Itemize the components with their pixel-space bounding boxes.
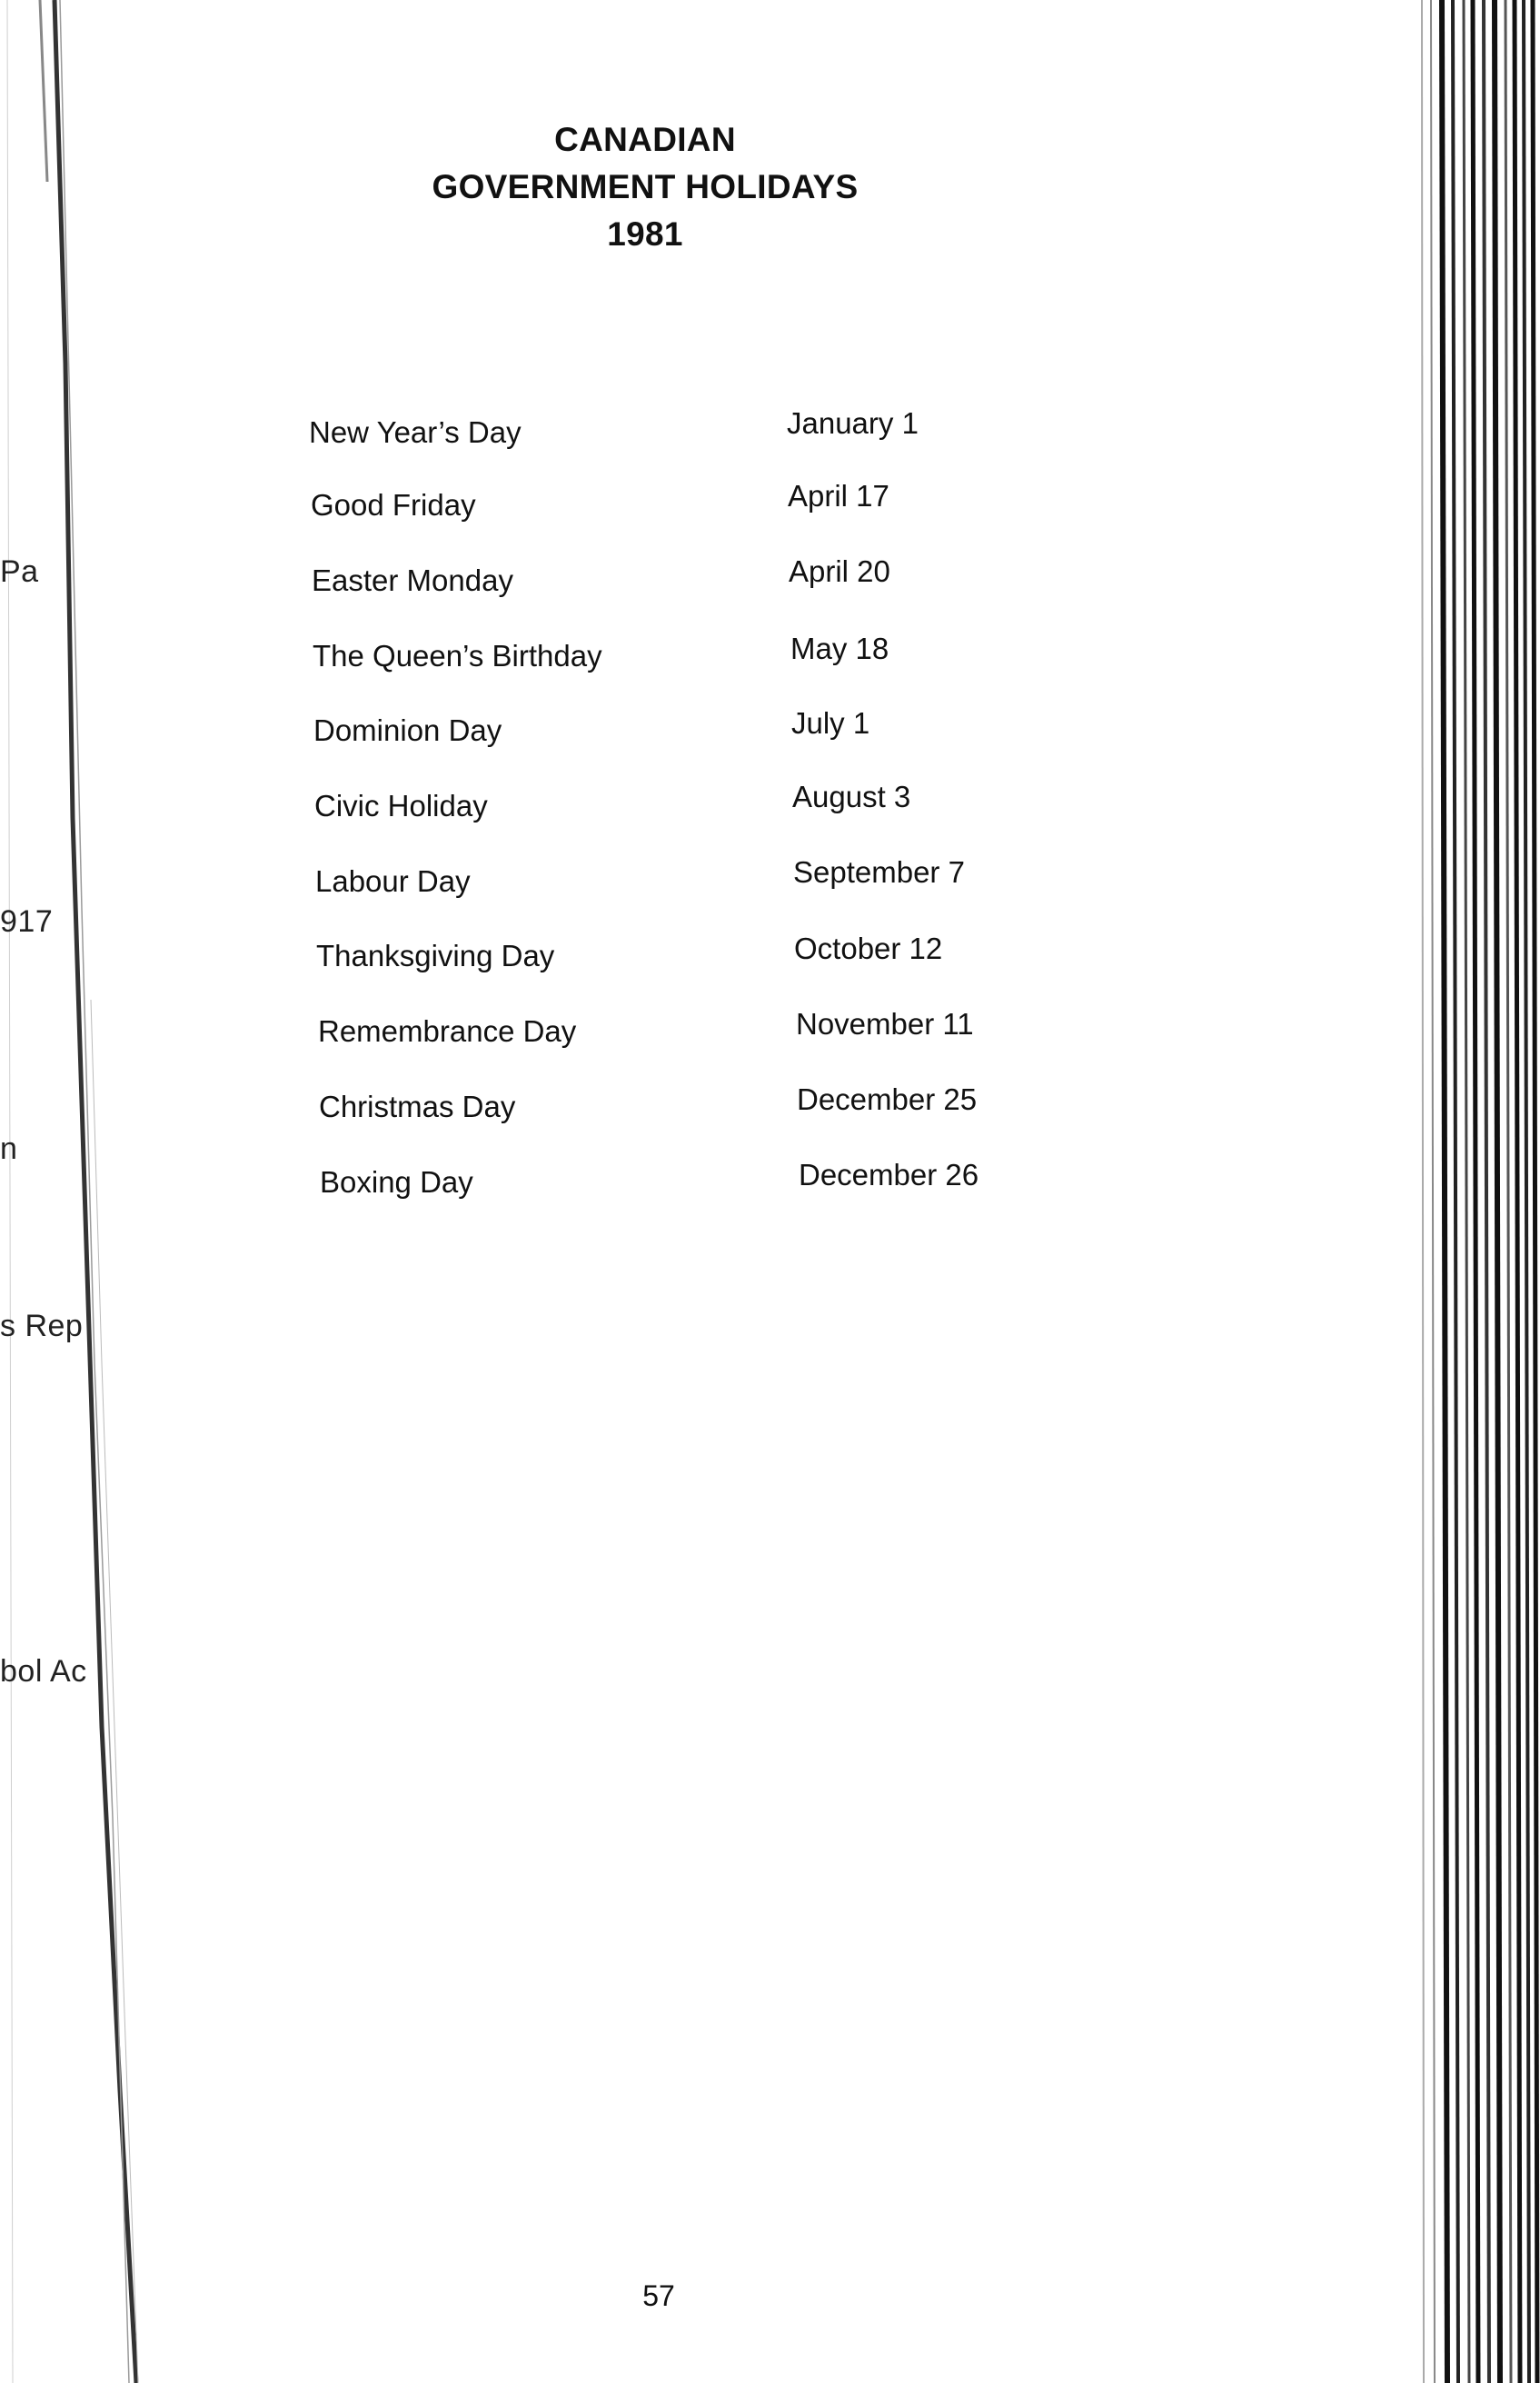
list-item [315, 855, 1133, 916]
holiday-name: Christmas Day [319, 1090, 516, 1123]
holiday-name: The Queen’s Birthday [313, 639, 602, 673]
list-item [313, 632, 1130, 691]
holiday-date: April 20 [789, 554, 890, 588]
holiday-date: September 7 [793, 855, 965, 889]
holiday-date: May 18 [790, 632, 889, 665]
holiday-date: October 12 [794, 932, 943, 965]
list-item [319, 1082, 1137, 1142]
holiday-date: August 3 [792, 780, 911, 813]
page-number: 57 [642, 2279, 675, 2312]
list-item [312, 554, 1129, 615]
holiday-date: November 11 [796, 1007, 974, 1041]
list-item [316, 932, 1134, 991]
title-line-subject: GOVERNMENT HOLIDAYS [432, 168, 859, 205]
list-item [311, 479, 1128, 540]
bleed-fragment: n [0, 1132, 18, 1166]
title-line-country: CANADIAN [554, 121, 736, 158]
bleed-fragment: 917 [0, 904, 54, 939]
holiday-date: July 1 [791, 706, 870, 740]
holiday-name: Dominion Day [313, 713, 502, 747]
bleed-fragment: Pa [0, 554, 39, 589]
title-line-year: 1981 [607, 215, 683, 253]
holiday-name: Remembrance Day [318, 1014, 577, 1048]
list-item [318, 1007, 1136, 1066]
holiday-name: Boxing Day [320, 1165, 473, 1199]
holiday-date: January 1 [787, 406, 919, 440]
holiday-date: April 17 [788, 479, 889, 513]
holiday-name: New Year’s Day [309, 415, 522, 449]
holiday-name: Civic Holiday [314, 789, 488, 823]
list-item [320, 1158, 1138, 1217]
holiday-name: Labour Day [315, 864, 471, 898]
bleed-fragment: s Rep [0, 1309, 84, 1343]
bleed-fragment: bol Ac [0, 1654, 87, 1689]
holiday-name: Thanksgiving Day [316, 939, 555, 972]
holiday-date: December 25 [797, 1082, 978, 1116]
list-item [313, 706, 1131, 765]
list-item [309, 406, 1127, 464]
holiday-name: Easter Monday [312, 563, 513, 597]
list-item [314, 780, 1132, 841]
holiday-name: Good Friday [311, 488, 476, 522]
holiday-date: December 26 [799, 1158, 979, 1192]
